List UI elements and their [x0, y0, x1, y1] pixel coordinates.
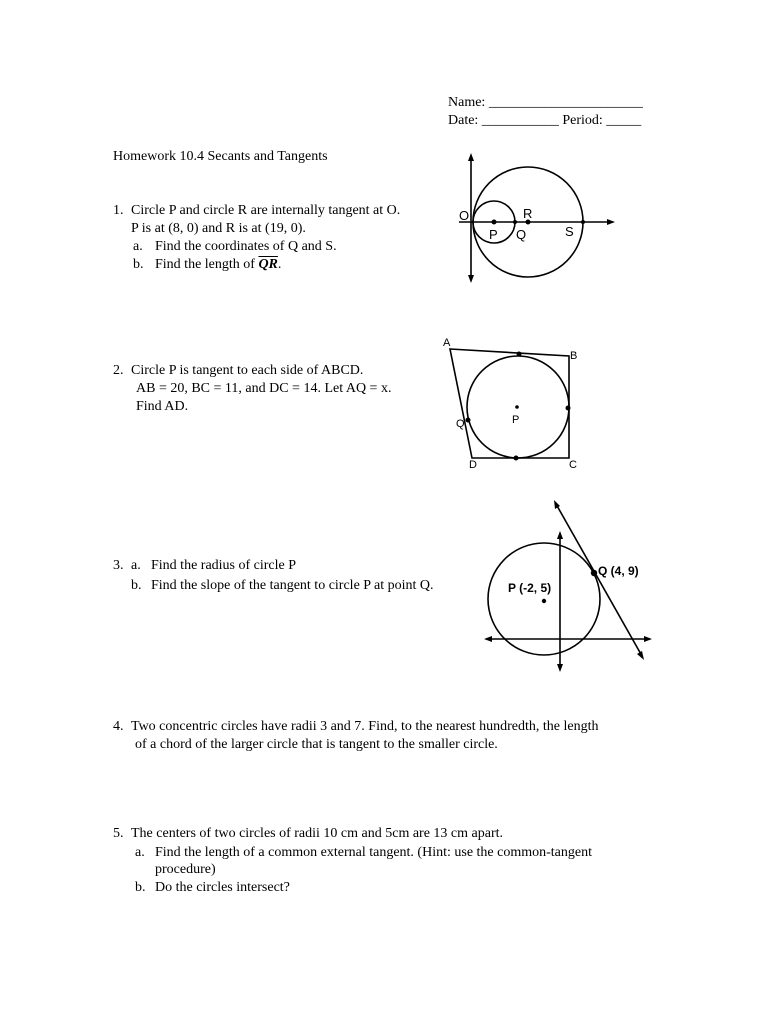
problem-text: Circle P and circle R are internally tangent at O. — [131, 203, 401, 218]
figure-internally-tangent-circles — [437, 150, 617, 286]
label-o: O — [459, 208, 470, 223]
part-text: Find the slope of the tangent to circle P at point Q. — [151, 578, 434, 593]
problem-text: Two concentric circles have radii 3 and 7. Find, to the nearest hundredth, the length — [131, 719, 599, 734]
part-letter: a. — [135, 845, 145, 860]
label-q: Q — [456, 418, 465, 430]
label-p: P — [489, 227, 498, 242]
problem-text: P is at (8, 0) and R is at (19, 0). — [131, 221, 306, 236]
part-text: Find the length of $\overline{QR}$. — [155, 257, 282, 272]
label-q: Q — [516, 227, 527, 242]
label-p-point: P (-2, 5) — [508, 581, 552, 595]
part-text: Find the coordinates of Q and S. — [155, 239, 337, 254]
problem-number: 4. — [113, 719, 124, 734]
figure-circle-tangent-line — [460, 498, 654, 676]
problem-text: Circle P is tangent to each side of ABCD. — [131, 363, 364, 378]
figure-quadrilateral-incircle — [437, 331, 583, 472]
problem-text: Find AD. — [136, 399, 189, 414]
part-text: Find the length of a common external tangent. (Hint: use the common-tangent — [155, 845, 593, 860]
problem-text: The centers of two circles of radii 10 cm and 5cm are 13 cm apart. — [131, 826, 504, 841]
part-text: Do the circles intersect? — [155, 880, 290, 895]
date-period-line: Date: ___________ Period: _____ — [448, 113, 642, 128]
label-p: P — [512, 414, 520, 426]
part-letter: b. — [135, 880, 146, 895]
label-a: A — [443, 337, 451, 349]
problem-number: 3. — [113, 558, 124, 573]
problem-number: 2. — [113, 363, 124, 378]
page-title: Homework 10.4 Secants and Tangents — [113, 149, 328, 164]
label-s: S — [565, 224, 574, 239]
part-letter: b. — [133, 257, 144, 272]
label-q-point: Q (4, 9) — [598, 564, 639, 578]
part-letter: a. — [131, 558, 141, 573]
name-field-line: Name: ______________________ — [448, 95, 643, 110]
problem-text: AB = 20, BC = 11, and DC = 14. Let AQ = x. — [136, 381, 392, 396]
label-b: B — [570, 350, 578, 362]
segment-qr: $\overline{QR}$ — [258, 257, 278, 272]
part-letter: a. — [133, 239, 143, 254]
label-r: R — [523, 206, 533, 221]
problem-number: 5. — [113, 826, 124, 841]
label-d: D — [469, 459, 477, 471]
part-letter: b. — [131, 578, 142, 593]
part-text: Find the radius of circle P — [151, 558, 297, 573]
problem-text: of a chord of the larger circle that is tangent to the smaller circle. — [135, 737, 498, 752]
label-c: C — [569, 459, 577, 471]
part-text-continued: procedure) — [155, 862, 216, 877]
problem-number: 1. — [113, 203, 124, 218]
